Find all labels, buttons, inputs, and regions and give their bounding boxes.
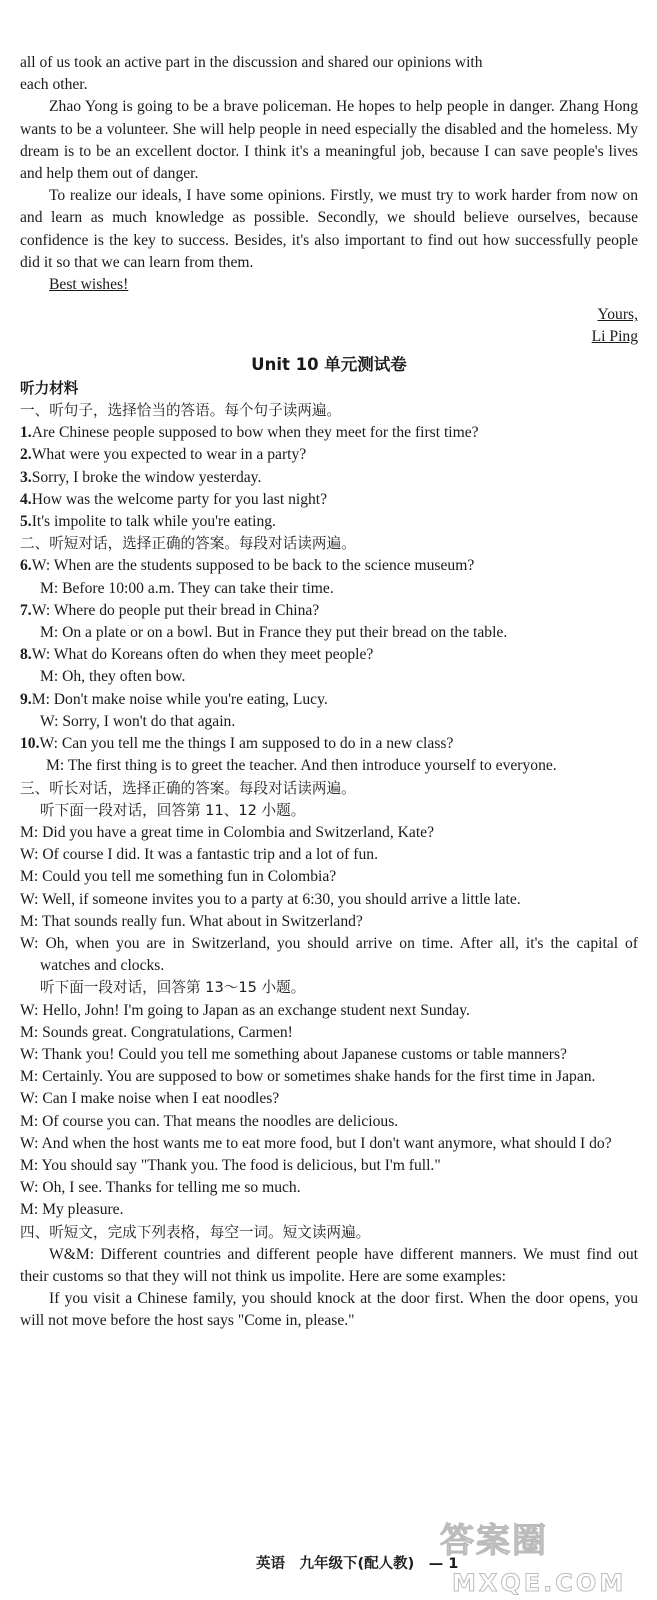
dialog-line: M: Did you have a great time in Colombia and Switzerland, Kate? xyxy=(20,823,434,841)
item-number: 4. xyxy=(20,490,32,508)
letter-paragraph: To realize our ideals, I have some opinions. Firstly, we must try to work harder from now on and learn as much knowledge as possible. Secondly, we should believe ourselves, because confidence is the key to success. Besides, it's also important to find out how successfully people did it so that we can learn from them. xyxy=(20,187,638,271)
dialog-line: W: Hello, John! I'm going to Japan as an exchange student next Sunday. xyxy=(20,1001,470,1019)
item-text: Sorry, I broke the window yesterday. xyxy=(31,468,262,486)
page-content xyxy=(20,52,638,1333)
letter-line: all of us took an active part in the discussion and shared our opinions with xyxy=(20,54,483,71)
dialog-text: W: When are the students supposed to be back to the science museum? xyxy=(31,557,475,575)
dialog-line: W: Sorry, I won't do that again. xyxy=(40,712,236,730)
list-item xyxy=(20,511,638,533)
watermark-logo: 答案圈 xyxy=(440,1521,548,1561)
list-item xyxy=(20,489,638,511)
item-number: 2. xyxy=(20,446,32,464)
part1-list xyxy=(20,422,638,533)
dialog-text: W: What do Koreans often do when they meet people? xyxy=(31,646,374,664)
dialog-line: M: On a plate or on a bowl. But in France they put their bread on the table. xyxy=(40,624,508,642)
dialog-line: W: Oh, I see. Thanks for telling me so much. xyxy=(20,1179,301,1197)
watermark-site: MXQE.COM xyxy=(452,1569,627,1597)
dialog-line xyxy=(20,733,638,755)
item-text: What were you expected to wear in a party? xyxy=(31,446,307,464)
part3-intro: 听下面一段对话，回答第 11、12 小题。 xyxy=(40,801,306,819)
dialog-line: M: My pleasure. xyxy=(20,1201,124,1219)
dialog-line xyxy=(20,555,638,577)
item-text: Are Chinese people supposed to bow when they meet for the first time? xyxy=(31,424,479,442)
dialog-line: W: Thank you! Could you tell me something about Japanese customs or table manners? xyxy=(20,1045,567,1063)
letter-signoff xyxy=(20,304,638,326)
dialog-text: M: Don't make noise while you're eating, Lucy. xyxy=(31,690,328,708)
part4-heading: 四、听短文，完成下列表格，每空一词。短文读两遍。 xyxy=(20,1223,371,1241)
letter-line: each other. xyxy=(20,76,88,94)
item-number: 3. xyxy=(20,468,32,486)
letter-closing-row xyxy=(20,274,638,296)
unit-title: Unit 10 单元测试卷 xyxy=(251,354,407,374)
part3-heading: 三、听长对话，选择正确的答案。每段对话读两遍。 xyxy=(20,779,356,797)
watermark xyxy=(430,1521,655,1600)
dialog-line xyxy=(20,689,638,711)
dialog-line: M: Of course you can. That means the noodles are delicious. xyxy=(20,1112,399,1130)
part3-intro: 听下面一段对话，回答第 13～15 小题。 xyxy=(40,979,306,997)
letter-signature xyxy=(20,326,638,348)
signoff-name: Li Ping xyxy=(591,328,638,346)
dialog-line: M: Before 10:00 a.m. They can take their time. xyxy=(40,579,334,597)
item-text: How was the welcome party for you last night? xyxy=(31,490,328,508)
signoff-yours: Yours, xyxy=(597,306,638,324)
item-text: It's impolite to talk while you're eating. xyxy=(31,513,276,531)
dialog-line: M: Sounds great. Congratulations, Carmen! xyxy=(20,1023,293,1041)
letter-closing: Best wishes! xyxy=(49,276,129,294)
passage-paragraph: W&M: Different countries and different people have different manners. We must find out their customs so that they will not think us impolite. Here are some examples: xyxy=(20,1245,638,1285)
dialog-line: M: Certainly. You are supposed to bow or sometimes shake hands for the first time in Japan. xyxy=(20,1068,596,1086)
dialog-line: W: And when the host wants me to eat more food, but I don't want anymore, what should I do? xyxy=(20,1134,612,1152)
item-number: 6. xyxy=(20,557,32,575)
dialog-line: W: Oh, when you are in Switzerland, you should arrive on time. After all, it's the capital of watches and clocks. xyxy=(20,934,638,975)
page-footer: 英语 九年级下(配人教) — 1 xyxy=(256,1556,459,1572)
dialog-line xyxy=(20,600,638,622)
dialog-line: M: Oh, they often bow. xyxy=(40,668,186,686)
section-label: 听力材料 xyxy=(20,379,79,397)
item-number: 5. xyxy=(20,513,32,531)
item-number: 1. xyxy=(20,424,32,442)
item-number: 8. xyxy=(20,646,32,664)
passage-paragraph: If you visit a Chinese family, you should knock at the door first. When the door opens, you will not move before the host says "Come in, please." xyxy=(20,1290,638,1330)
part1-heading: 一、听句子，选择恰当的答语。每个句子读两遍。 xyxy=(20,402,342,420)
dialog-line: M: You should say "Thank you. The food is delicious, but I'm full." xyxy=(20,1156,441,1174)
dialog-line: W: Of course I did. It was a fantastic trip and a lot of fun. xyxy=(20,846,378,864)
dialog-line xyxy=(20,644,638,666)
dialog-text: W: Where do people put their bread in China? xyxy=(31,601,320,619)
letter-paragraph: Zhao Yong is going to be a brave policeman. He hopes to help people in danger. Zhang Hong wants to be a volunteer. She will help people in need especially the disabled and the homeless. My dream is to be an excellent doctor. I think it's a meaningful job, because I can save people's lives and help them out of danger. xyxy=(20,98,638,183)
item-number: 10. xyxy=(20,735,40,753)
dialog-line: W: Can I make noise when I eat noodles? xyxy=(20,1090,280,1108)
part2-heading: 二、听短对话，选择正确的答案。每段对话读两遍。 xyxy=(20,535,356,553)
list-item xyxy=(20,444,638,466)
item-number: 7. xyxy=(20,601,32,619)
item-number: 9. xyxy=(20,690,32,708)
list-item xyxy=(20,467,638,489)
dialog-line: M: The first thing is to greet the teacher. And then introduce yourself to everyone. xyxy=(46,757,557,775)
list-item xyxy=(20,422,638,444)
dialog-line: W: Well, if someone invites you to a party at 6:30, you should arrive a little late. xyxy=(20,890,521,908)
dialog-line: M: Could you tell me something fun in Colombia? xyxy=(20,868,337,886)
dialog-text: W: Can you tell me the things I am supposed to do in a new class? xyxy=(39,735,454,753)
dialog-line: M: That sounds really fun. What about in Switzerland? xyxy=(20,912,363,930)
